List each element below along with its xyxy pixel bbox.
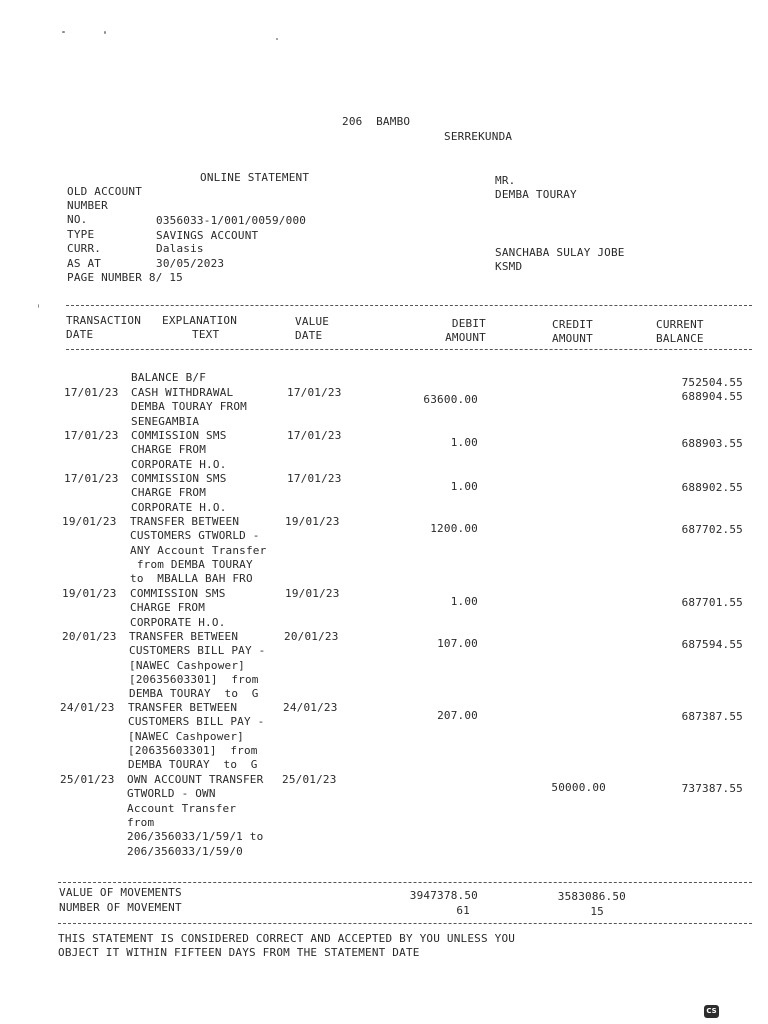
camscanner-badge: CS bbox=[704, 1005, 719, 1018]
debit-amount: 207.00 bbox=[437, 709, 478, 722]
scan-speck bbox=[62, 31, 65, 33]
customer-address-line2: KSMD bbox=[495, 260, 523, 273]
transaction-explanation-line: Account Transfer bbox=[127, 802, 237, 815]
transaction-explanation-line: CHARGE FROM bbox=[131, 443, 207, 456]
transaction-explanation-line: CUSTOMERS GTWORLD - bbox=[130, 529, 260, 542]
transaction-explanation-line: OWN ACCOUNT TRANSFER bbox=[127, 773, 264, 786]
current-balance: 688904.55 bbox=[681, 390, 743, 403]
transaction-date: 24/01/23 bbox=[60, 701, 115, 714]
transaction-explanation-line: 206/356033/1/59/0 bbox=[127, 845, 243, 858]
transaction-date: 17/01/23 bbox=[64, 386, 119, 399]
current-balance: 688903.55 bbox=[681, 437, 743, 450]
transaction-explanation-line: DEMBA TOURAY to G bbox=[129, 687, 259, 700]
transaction-explanation-line: SENEGAMBIA bbox=[131, 415, 200, 428]
debit-amount: 63600.00 bbox=[423, 393, 478, 406]
scan-speck bbox=[276, 38, 278, 40]
transaction-explanation-line: CHARGE FROM bbox=[131, 486, 207, 499]
col-header-explanation: EXPLANATION bbox=[162, 314, 238, 327]
customer-title: MR. bbox=[495, 174, 516, 187]
transaction-explanation-line: ANY Account Transfer bbox=[130, 544, 267, 557]
transaction-explanation-line: 206/356033/1/59/1 to bbox=[127, 830, 264, 843]
debit-amount: 1.00 bbox=[450, 436, 478, 449]
value-of-movements-label: VALUE OF MOVEMENTS bbox=[59, 886, 182, 899]
current-balance: 687594.55 bbox=[681, 638, 743, 651]
current-balance: 687701.55 bbox=[681, 596, 743, 609]
col-header-transaction: TRANSACTION bbox=[66, 314, 142, 327]
value-date: 19/01/23 bbox=[285, 515, 340, 528]
transaction-date: 20/01/23 bbox=[62, 630, 117, 643]
old-account-label: OLD ACCOUNT bbox=[67, 185, 143, 198]
statement-title: ONLINE STATEMENT bbox=[200, 171, 310, 184]
transaction-date: 17/01/23 bbox=[64, 472, 119, 485]
transaction-explanation-line: CUSTOMERS BILL PAY - bbox=[128, 715, 265, 728]
currency-label: CURR. bbox=[67, 242, 102, 255]
value-date: 25/01/23 bbox=[282, 773, 337, 786]
credit-count: 15 bbox=[590, 905, 604, 918]
transaction-explanation-line: [NAWEC Cashpower] bbox=[128, 730, 244, 743]
opening-balance-value: 752504.55 bbox=[681, 376, 743, 389]
transaction-explanation-line: TRANSFER BETWEEN bbox=[130, 515, 240, 528]
summary-bottom-rule bbox=[58, 923, 752, 924]
page-number: PAGE NUMBER 8/ 15 bbox=[67, 271, 183, 284]
debit-amount: 1.00 bbox=[450, 595, 478, 608]
value-date: 24/01/23 bbox=[283, 701, 338, 714]
debit-amount: 1200.00 bbox=[430, 522, 478, 535]
transaction-explanation-line: [20635603301] from bbox=[129, 673, 259, 686]
branch-location: SERREKUNDA bbox=[444, 130, 513, 143]
type-value: SAVINGS ACCOUNT bbox=[156, 229, 259, 242]
value-date: 19/01/23 bbox=[285, 587, 340, 600]
transaction-explanation-line: CASH WITHDRAWAL bbox=[131, 386, 234, 399]
transaction-explanation-line: [NAWEC Cashpower] bbox=[129, 659, 245, 672]
col-header-debit-amount: AMOUNT bbox=[445, 331, 486, 344]
summary-top-rule bbox=[58, 882, 752, 883]
scan-speck bbox=[38, 304, 39, 308]
col-header-current: CURRENT bbox=[656, 318, 704, 331]
credit-total: 3583086.50 bbox=[557, 890, 626, 903]
col-header-value-date: DATE bbox=[295, 329, 323, 342]
number-label: NUMBER bbox=[67, 199, 108, 212]
transaction-explanation-line: COMMISSION SMS bbox=[131, 472, 227, 485]
credit-amount: 50000.00 bbox=[551, 781, 606, 794]
transaction-explanation-line: CUSTOMERS BILL PAY - bbox=[129, 644, 266, 657]
transaction-explanation-line: COMMISSION SMS bbox=[130, 587, 226, 600]
transaction-explanation-line: from DEMBA TOURAY bbox=[130, 558, 253, 571]
transaction-date: 19/01/23 bbox=[62, 515, 117, 528]
col-header-explanation-text: TEXT bbox=[192, 328, 220, 341]
branch-code: 206 BAMBO bbox=[342, 115, 411, 128]
customer-name: DEMBA TOURAY bbox=[495, 188, 577, 201]
footer-notice-line2: OBJECT IT WITHIN FIFTEEN DAYS FROM THE STATEMENT DATE bbox=[58, 946, 420, 959]
opening-balance-label: BALANCE B/F bbox=[131, 371, 207, 384]
transaction-explanation-line: CORPORATE H.O. bbox=[131, 501, 227, 514]
debit-amount: 107.00 bbox=[437, 637, 478, 650]
transaction-explanation-line: CHARGE FROM bbox=[130, 601, 206, 614]
value-date: 17/01/23 bbox=[287, 386, 342, 399]
transaction-date: 17/01/23 bbox=[64, 429, 119, 442]
customer-address-line1: SANCHABA SULAY JOBE bbox=[495, 246, 625, 259]
as-at-value: 30/05/2023 bbox=[156, 257, 225, 270]
col-header-value: VALUE bbox=[295, 315, 330, 328]
transaction-explanation-line: [20635603301] from bbox=[128, 744, 258, 757]
value-date: 20/01/23 bbox=[284, 630, 339, 643]
footer-notice-line1: THIS STATEMENT IS CONSIDERED CORRECT AND ACCEPTED BY YOU UNLESS YOU bbox=[58, 932, 516, 945]
account-no-value: 0356033-1/001/0059/000 bbox=[156, 214, 307, 227]
value-date: 17/01/23 bbox=[287, 429, 342, 442]
transaction-date: 25/01/23 bbox=[60, 773, 115, 786]
header-bottom-rule bbox=[66, 349, 752, 350]
current-balance: 687702.55 bbox=[681, 523, 743, 536]
transaction-explanation-line: to MBALLA BAH FRO bbox=[130, 572, 253, 585]
col-header-debit: DEBIT bbox=[451, 317, 486, 330]
transaction-explanation-line: CORPORATE H.O. bbox=[130, 616, 226, 629]
value-date: 17/01/23 bbox=[287, 472, 342, 485]
scan-speck bbox=[104, 31, 106, 34]
col-header-credit-amount: AMOUNT bbox=[552, 332, 593, 345]
col-header-balance: BALANCE bbox=[656, 332, 704, 345]
col-header-transaction-date: DATE bbox=[66, 328, 94, 341]
transaction-explanation-line: GTWORLD - OWN bbox=[127, 787, 216, 800]
header-top-rule bbox=[66, 305, 752, 306]
current-balance: 688902.55 bbox=[681, 481, 743, 494]
debit-amount: 1.00 bbox=[450, 480, 478, 493]
transaction-explanation-line: DEMBA TOURAY to G bbox=[128, 758, 258, 771]
transaction-explanation-line: TRANSFER BETWEEN bbox=[129, 630, 239, 643]
transaction-explanation-line: COMMISSION SMS bbox=[131, 429, 227, 442]
debit-total: 3947378.50 bbox=[409, 889, 478, 902]
transaction-explanation-line: CORPORATE H.O. bbox=[131, 458, 227, 471]
as-at-label: AS AT bbox=[67, 257, 102, 270]
type-label: TYPE bbox=[67, 228, 95, 241]
account-no-label: NO. bbox=[67, 213, 88, 226]
number-of-movement-label: NUMBER OF MOVEMENT bbox=[59, 901, 182, 914]
current-balance: 687387.55 bbox=[681, 710, 743, 723]
transaction-explanation-line: from bbox=[127, 816, 155, 829]
current-balance: 737387.55 bbox=[681, 782, 743, 795]
transaction-explanation-line: DEMBA TOURAY FROM bbox=[131, 400, 247, 413]
transaction-date: 19/01/23 bbox=[62, 587, 117, 600]
col-header-credit: CREDIT bbox=[552, 318, 593, 331]
transaction-explanation-line: TRANSFER BETWEEN bbox=[128, 701, 238, 714]
currency-value: Dalasis bbox=[156, 242, 204, 255]
debit-count: 61 bbox=[456, 904, 470, 917]
